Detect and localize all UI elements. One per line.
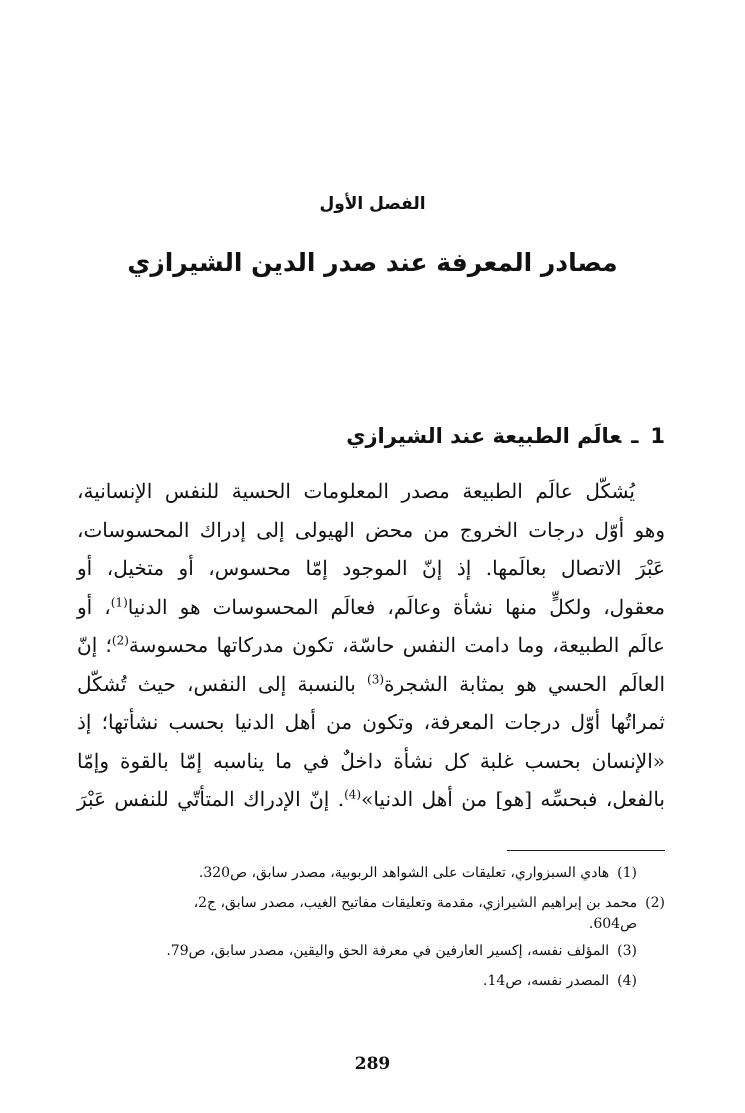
body-line-1: يُشكّل عالَم الطبيعة مصدر المعلومات الحسية للنفس الإنسانية، [77,479,635,503]
body-line-4-text: معقول، ولكلٍّ منها نشأة وعالَم، فعالَم المحسوسات هو الدنيا [127,594,665,619]
body-line-8: «الإنسان بحسب غلبة كل نشأة داخلٌ في ما يناسبه إمّا بالقوة وإمّا [77,748,665,773]
section-dash: ـ [631,424,639,448]
body-line-6-text: العالَم الحسي هو بمثابة الشجرة [384,671,665,696]
body-line-9 [77,780,665,819]
footnote-1 [77,858,665,888]
body-line-5-text: عالَم الطبيعة، وما دامت النفس حاسّة، تكون مدركاتها محسوسة [128,633,665,657]
body-paragraph [77,472,665,819]
footnote-ref-2[interactable]: (2) [111,633,129,648]
body-line-7: ثمراتُها أوّل درجات المعرفة، وتكون من أهل الدنيا بحسب نشأتها؛ إذ [77,710,665,734]
body-line-5-tail: ؛ إنّ [77,633,112,657]
footnote-4 [77,966,665,996]
footnote-ref-4[interactable]: (4) [344,787,362,802]
footnote-2-number: (2) [645,895,665,911]
body-line-4-tail: ، أو [77,594,111,619]
footnote-3-text: المؤلف نفسه، إكسير العارفين في معرفة الحق واليقين، مصدر سابق، ص79. [166,943,610,959]
footnotes-list [77,858,665,996]
body-line-5 [77,626,665,665]
footnote-3-number: (3) [617,943,637,959]
body-line-3: عَبْرَ الاتصال بعالَمها. إذ إنّ الموجود إمّا محسوس، أو متخيل، أو [77,556,665,580]
body-line-2: وهو أوّل درجات الخروج من محض الهيولى إلى إدراك المحسوسات، [77,517,665,542]
section-title: عالَم الطبيعة عند الشيرازي [346,424,622,448]
body-line-6-tail: بالنسبة إلى النفس، حيث تُشكّل [77,671,368,696]
body-line-4 [77,588,665,627]
chapter-label: الفصل الأول [319,194,426,214]
footnote-3 [77,936,665,966]
page-number: 289 [354,1054,391,1074]
chapter-title: مصادر المعرفة عند صدر الدين الشيرازي [127,248,618,277]
footnote-1-number: (1) [617,865,637,881]
body-line-9-tail: . إنّ الإدراك المتأتّي للنفس عَبْرَ [77,787,345,811]
footnote-4-number: (4) [617,973,637,989]
footnote-2-text: محمد بن إبراهيم الشيرازي، مقدمة وتعليقات مفاتيح الغيب، مصدر سابق، ج2، [193,895,638,911]
footnote-4-text: المصدر نفسه، ص14. [483,973,610,989]
footnote-2-continuation: ص604. [588,916,637,932]
footnote-separator [507,850,665,851]
footnote-1-text: هادي السبزواري، تعليقات على الشواهد الربوبية، مصدر سابق، ص320. [198,865,610,881]
section-heading [346,424,665,448]
footnote-2 [77,888,665,936]
body-line-9-text: بالفعل، فبحسِّه [هو] من أهل الدنيا» [361,787,665,811]
footnote-ref-1[interactable]: (1) [110,594,128,609]
body-line-6 [77,665,665,704]
section-number: 1 [650,424,665,448]
footnote-ref-3[interactable]: (3) [367,671,385,686]
